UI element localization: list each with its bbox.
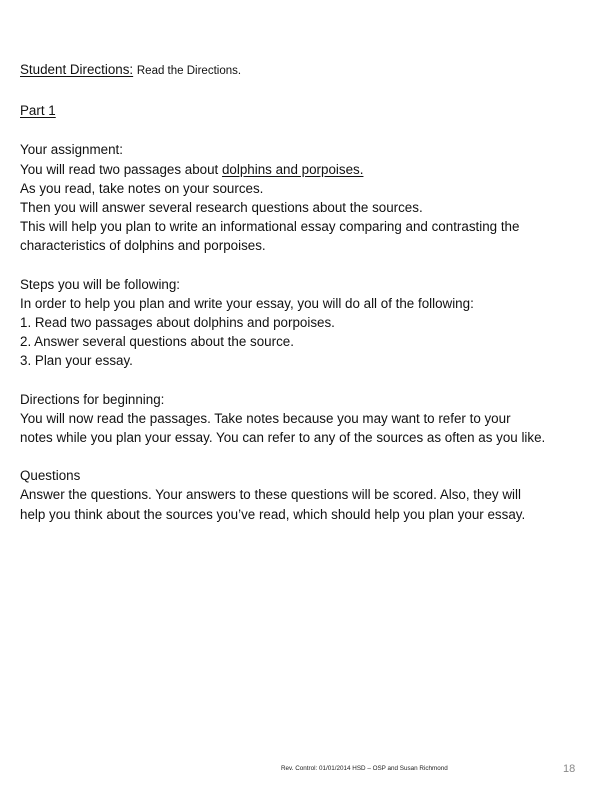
- steps-heading: Steps you will be following:: [20, 276, 181, 292]
- questions-line-2: help you think about the sources you’ve read, which should help you plan your essay.: [20, 506, 526, 522]
- assignment-line-4: This will help you plan to write an informational essay comparing and contrasting the: [20, 219, 520, 235]
- page-content: [20, 60, 600, 524]
- part-title-text: Part 1: [20, 103, 56, 119]
- assignment-line-2: As you read, take notes on your sources.: [20, 180, 264, 196]
- steps-intro: In order to help you plan and write your essay, you will do all of the following:: [20, 295, 474, 311]
- beginning-heading: Directions for beginning:: [20, 391, 165, 407]
- student-directions-label: Student Directions:: [20, 62, 134, 77]
- student-directions-text: Read the Directions.: [136, 65, 242, 77]
- footer-revision-text: Rev. Control: 01/01/2014 HSD – OSP and Susan Richmond: [281, 765, 448, 772]
- step-item: 2. Answer several questions about the source.: [20, 334, 294, 350]
- assignment-line-3: Then you will answer several research questions about the sources.: [20, 200, 423, 216]
- assignment-line-1-prefix: You will read two passages about: [20, 161, 222, 177]
- beginning-line-1: You will now read the passages. Take notes because you may want to refer to your: [20, 410, 511, 426]
- part-title: [20, 101, 600, 120]
- assignment-line-5: characteristics of dolphins and porpoises.: [20, 238, 266, 254]
- assignment-heading: Your assignment:: [20, 142, 123, 158]
- student-directions-line: [20, 60, 600, 81]
- page-number: 18: [563, 763, 576, 775]
- assignment-topic: dolphins and porpoises.: [221, 161, 364, 177]
- step-item: 1. Read two passages about dolphins and porpoises.: [20, 315, 335, 331]
- beginning-line-2: notes while you plan your essay. You can refer to any of the sources as often as you like.: [20, 430, 546, 446]
- questions-heading: Questions: [20, 468, 81, 484]
- assignment-line-1: [20, 160, 600, 179]
- questions-line-1: Answer the questions. Your answers to these questions will be scored. Also, they will: [20, 487, 521, 503]
- step-item: 3. Plan your essay.: [20, 353, 133, 369]
